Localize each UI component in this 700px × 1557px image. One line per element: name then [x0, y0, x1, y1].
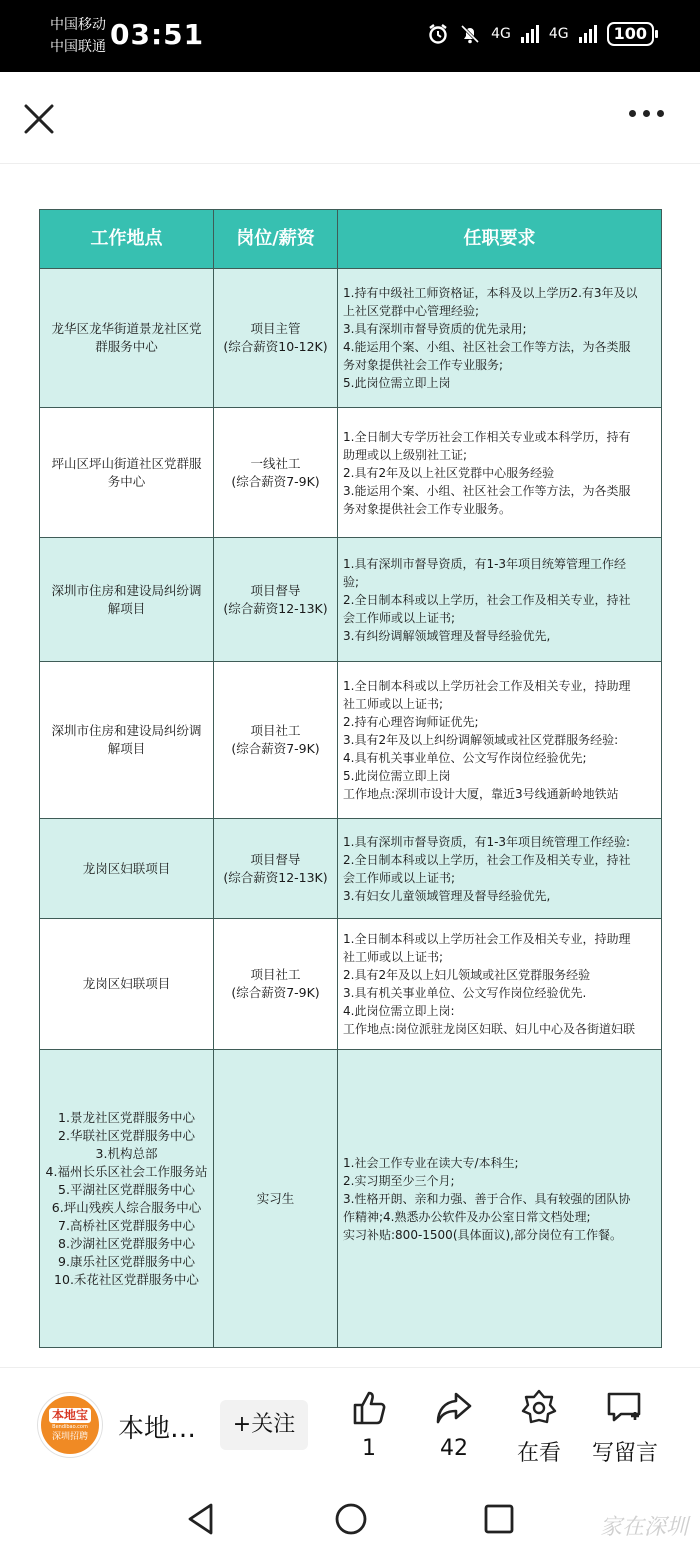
table-row — [40, 919, 662, 1050]
table-row — [40, 269, 662, 408]
location-line: 4.福州长乐区社会工作服务站 — [45, 1163, 208, 1179]
status-icons — [427, 22, 654, 46]
location-line: 1.景龙社区党群服务中心 — [58, 1109, 195, 1125]
location-line: 解项目 — [107, 741, 146, 756]
like-count: 1 — [362, 1436, 376, 1461]
requirement-line: 4.具有机关事业单位、公文写作岗位经验优先; — [343, 751, 587, 765]
location-line: 7.高桥社区党群服务中心 — [58, 1217, 195, 1233]
cell-location — [40, 408, 214, 538]
header-position-salary: 岗位/薪资 — [214, 210, 338, 269]
requirement-line: 4.能运用个案、小组、社区社会工作等方法，为各类服 — [343, 340, 631, 354]
requirement-line: 1.持有中级社工师资格证，本科及以上学历2.有3年及以 — [343, 286, 638, 300]
cell-position-salary — [214, 269, 338, 408]
requirement-line: 3.具有机关事业单位、公文写作岗位经验优先. — [343, 986, 587, 1000]
position-title: 项目社工 — [250, 967, 301, 982]
requirement-line: 3.有妇女儿童领域管理及督导经验优先, — [343, 888, 551, 903]
location-line: 龙华区龙华街道景龙社区党 — [51, 321, 202, 336]
table-body — [40, 269, 662, 1348]
position-title: 项目督导 — [250, 582, 301, 598]
location-line: 6.坪山残疾人综合服务中心 — [51, 1199, 202, 1215]
cell-position-salary — [214, 662, 338, 819]
position-title: 项目督导 — [250, 851, 301, 867]
position-title: 项目主管 — [250, 321, 301, 336]
status-bar — [0, 0, 700, 72]
close-icon — [22, 102, 56, 136]
network-type-1: 4G — [491, 26, 511, 42]
recent-apps-button[interactable] — [484, 1504, 514, 1538]
location-line: 坪山区坪山街道社区党群服 — [51, 455, 202, 471]
requirement-line: 4.此岗位需立即上岗: — [343, 1004, 455, 1018]
cell-requirements — [338, 538, 662, 662]
location-line: 解项目 — [107, 600, 146, 616]
table-row — [40, 662, 662, 819]
close-button[interactable] — [22, 102, 56, 136]
requirement-line: 务对象提供社会工作专业服务; — [343, 358, 504, 372]
logo-subtext: Bendibao.com — [52, 1424, 88, 1430]
cell-requirements — [338, 408, 662, 538]
requirement-line: 3.具有深圳市督导资质的优先录用; — [343, 322, 527, 336]
back-button[interactable] — [186, 1502, 216, 1540]
table-header-row — [40, 210, 662, 269]
cell-position-salary — [214, 819, 338, 919]
requirement-line: 2.具有2年及以上妇儿领域或社区党群服务经验 — [343, 968, 591, 982]
mute-bell-icon — [459, 23, 481, 45]
watermark: 家在深圳 — [599, 1515, 688, 1540]
salary-range: (综合薪资7-9K) — [231, 985, 320, 1000]
cell-location — [40, 819, 214, 919]
location-line: 深圳市住房和建设局纠纷调 — [51, 582, 202, 598]
location-line: 3.机构总部 — [95, 1145, 158, 1161]
thumbs-up-icon — [349, 1388, 389, 1428]
home-button[interactable] — [334, 1502, 368, 1540]
carrier-2: 中国联通 — [50, 39, 106, 55]
requirement-line: 社工师或以上证书; — [343, 697, 444, 711]
requirement-line: 会工作师或以上证书; — [343, 610, 456, 625]
table-row — [40, 408, 662, 538]
location-line: 龙岗区妇联项目 — [82, 976, 171, 991]
cell-requirements — [338, 919, 662, 1050]
requirement-line: 实习补贴:800-1500(具体面议),部分岗位有工作餐。 — [343, 1227, 622, 1242]
back-icon — [186, 1502, 216, 1536]
requirement-line: 1.全日制本科或以上学历社会工作及相关专业，持助理 — [343, 679, 631, 693]
share-icon — [434, 1388, 474, 1428]
requirement-line: 2.全日制本科或以上学历，社会工作及相关专业，持社 — [343, 592, 631, 607]
requirement-line: 2.持有心理咨询师证优先; — [343, 715, 479, 729]
requirement-line: 5.此岗位需立即上岗 — [343, 769, 451, 783]
carrier-info — [50, 14, 106, 58]
like-button[interactable] — [324, 1388, 414, 1461]
cell-position-salary — [214, 919, 338, 1050]
home-icon — [334, 1502, 368, 1536]
location-line: 深圳市住房和建设局纠纷调 — [51, 723, 202, 738]
requirement-line: 1.具有深圳市督导资质，有1-3年项目统管理工作经验: — [343, 834, 631, 849]
table-row — [40, 538, 662, 662]
table-row — [40, 1050, 662, 1348]
position-title: 实习生 — [256, 1190, 295, 1206]
location-line: 8.沙湖社区党群服务中心 — [58, 1235, 195, 1251]
requirement-line: 工作地点:岗位派驻龙岗区妇联、妇儿中心及各街道妇联 — [343, 1022, 636, 1036]
watching-button[interactable] — [494, 1388, 584, 1467]
requirement-line: 3.具有2年及以上纠纷调解领域或社区党群服务经验: — [343, 733, 619, 747]
location-line: 群服务中心 — [95, 339, 158, 354]
system-nav-bar — [0, 1480, 700, 1557]
requirement-line: 1.全日制大专学历社会工作相关专业或本科学历，持有 — [343, 429, 631, 444]
cell-location — [40, 269, 214, 408]
requirement-line: 助理或以上级别社工证; — [343, 447, 468, 462]
more-icon-dot — [643, 110, 650, 117]
cell-requirements — [338, 662, 662, 819]
requirement-line: 务对象提供社会工作专业服务。 — [343, 501, 512, 516]
network-type-2: 4G — [548, 26, 569, 42]
job-table-image — [39, 209, 661, 1348]
job-table — [39, 209, 662, 1348]
carrier-1: 中国移动 — [50, 17, 106, 33]
salary-range: (综合薪资12-13K) — [223, 869, 328, 885]
requirement-line: 上社区党群中心管理经验; — [343, 304, 480, 318]
requirement-line: 验; — [343, 574, 360, 589]
cell-requirements — [338, 819, 662, 919]
requirement-line: 2.全日制本科或以上学历，社会工作及相关专业，持社 — [343, 852, 631, 867]
salary-range: (综合薪资7-9K) — [231, 741, 320, 756]
article-action-bar — [0, 1367, 700, 1467]
share-button[interactable] — [409, 1388, 499, 1461]
account-name[interactable]: 本地… — [118, 1414, 197, 1444]
logo-tagline: 深圳招聘 — [51, 1432, 88, 1442]
table-row — [40, 819, 662, 919]
location-line: 5.平湖社区党群服务中心 — [58, 1181, 195, 1197]
header-location: 工作地点 — [40, 210, 214, 269]
requirement-line: 2.具有2年及以上社区党群中心服务经验 — [343, 465, 555, 480]
cell-requirements — [338, 1050, 662, 1348]
requirement-line: 3.性格开朗、亲和力强、善于合作、具有较强的团队协 — [343, 1191, 631, 1206]
clock: 03:51 — [110, 18, 205, 51]
requirement-line: 1.社会工作专业在读大专/本科生; — [343, 1155, 519, 1170]
location-line: 9.康乐社区党群服务中心 — [58, 1253, 195, 1269]
requirement-line: 2.实习期至少三个月; — [343, 1173, 455, 1188]
top-nav — [0, 72, 700, 164]
more-button[interactable] — [629, 110, 664, 117]
watching-icon — [519, 1388, 559, 1428]
comment-icon — [605, 1388, 645, 1428]
cell-location — [40, 662, 214, 819]
alarm-icon — [427, 23, 449, 45]
cell-position-salary — [214, 408, 338, 538]
cell-location — [40, 538, 214, 662]
more-icon-dot — [657, 110, 664, 117]
requirement-line: 3.有纠纷调解领域管理及督导经验优先, — [343, 628, 551, 643]
more-icon — [629, 110, 636, 117]
signal-icon — [521, 25, 539, 43]
location-line: 龙岗区妇联项目 — [82, 860, 171, 876]
position-title: 一线社工 — [250, 455, 301, 471]
follow-button[interactable]: +关注 — [220, 1400, 308, 1450]
location-line: 务中心 — [107, 473, 146, 489]
cell-location — [40, 919, 214, 1050]
requirement-line: 5.此岗位需立即上岗 — [343, 376, 451, 390]
account-avatar[interactable] — [38, 1393, 102, 1457]
comment-label: 写留言 — [591, 1441, 658, 1466]
position-title: 项目社工 — [250, 723, 301, 738]
header-requirements: 任职要求 — [338, 210, 662, 269]
signal-icon — [579, 25, 597, 43]
logo-text: 本地宝 — [49, 1408, 91, 1423]
cell-location — [40, 1050, 214, 1348]
salary-range: (综合薪资12-13K) — [223, 600, 328, 616]
requirement-line: 作精神;4.熟悉办公软件及办公室日常文档处理; — [343, 1209, 591, 1224]
salary-range: (综合薪资7-9K) — [231, 473, 320, 489]
location-line: 10.禾花社区党群服务中心 — [54, 1271, 199, 1287]
requirement-line: 社工师或以上证书; — [343, 950, 444, 964]
recent-apps-icon — [484, 1504, 514, 1534]
location-line: 2.华联社区党群服务中心 — [58, 1127, 195, 1143]
cell-position-salary — [214, 538, 338, 662]
battery-icon: 100 — [607, 22, 654, 46]
watching-label: 在看 — [516, 1441, 561, 1466]
requirement-line: 1.全日制本科或以上学历社会工作及相关专业，持助理 — [343, 932, 631, 946]
share-count: 42 — [440, 1436, 468, 1461]
comment-button[interactable] — [580, 1388, 670, 1467]
requirement-line: 1.具有深圳市督导资质，有1-3年项目统筹管理工作经 — [343, 556, 627, 571]
salary-range: (综合薪资10-12K) — [223, 339, 328, 354]
cell-requirements — [338, 269, 662, 408]
requirement-line: 会工作师或以上证书; — [343, 870, 456, 885]
requirement-line: 工作地点:深圳市设计大厦，靠近3号线通新岭地铁站 — [343, 787, 619, 801]
requirement-line: 3.能运用个案、小组、社区社会工作等方法，为各类服 — [343, 483, 631, 498]
cell-position-salary — [214, 1050, 338, 1348]
